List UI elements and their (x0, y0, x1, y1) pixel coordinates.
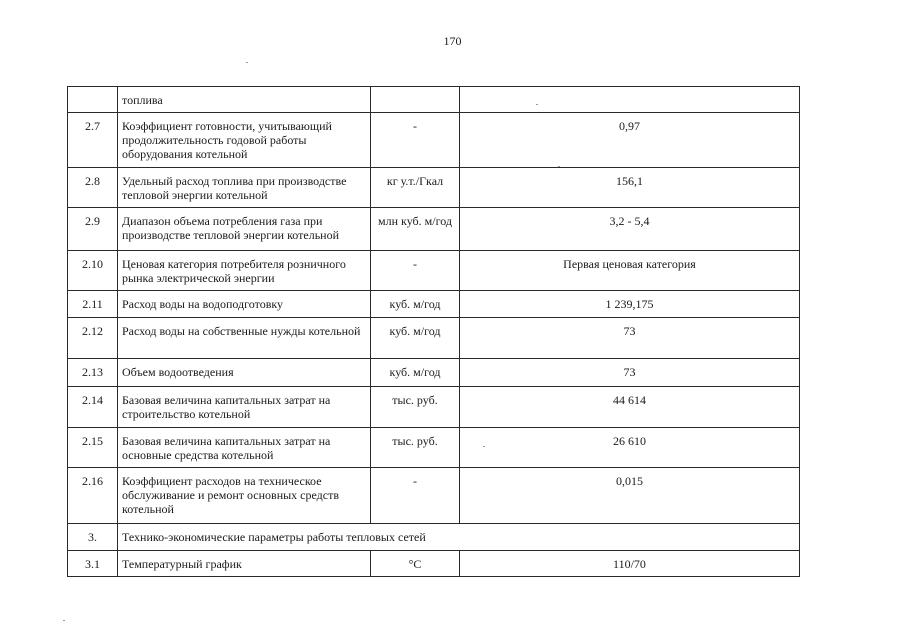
row-number: 2.12 (68, 318, 118, 359)
section-title: Технико-экономические параметры работы тепловых сетей (118, 524, 800, 551)
row-name: Коэффициент расходов на техническое обслуживание и ремонт основных средств котельной (118, 468, 371, 524)
scan-speck (63, 620, 65, 621)
row-value: 1 239,175 (460, 291, 800, 318)
row-value: 156,1 (460, 168, 800, 208)
scan-speck (246, 62, 248, 63)
table-row (68, 251, 800, 291)
row-unit: - (371, 251, 460, 291)
row-value (460, 87, 800, 113)
row-name: Температурный график (118, 551, 371, 577)
table-row (68, 168, 800, 208)
row-name: Базовая величина капитальных затрат на строительство котельной (118, 387, 371, 428)
table-row (68, 428, 800, 468)
row-name: Объем водоотведения (118, 359, 371, 387)
row-number: 2.15 (68, 428, 118, 468)
row-value: 44 614 (460, 387, 800, 428)
row-number: 2.8 (68, 168, 118, 208)
row-number (68, 87, 118, 113)
row-unit: °С (371, 551, 460, 577)
row-unit: - (371, 468, 460, 524)
section-row (68, 524, 800, 551)
scan-speck (483, 446, 485, 447)
row-name: Расход воды на собственные нужды котельной (118, 318, 371, 359)
row-unit: тыс. руб. (371, 428, 460, 468)
row-unit: - (371, 113, 460, 168)
row-number: 2.7 (68, 113, 118, 168)
row-value: Первая ценовая категория (460, 251, 800, 291)
row-name: топлива (118, 87, 371, 113)
row-number: 2.16 (68, 468, 118, 524)
row-number: 2.10 (68, 251, 118, 291)
row-unit: куб. м/год (371, 318, 460, 359)
row-unit: куб. м/год (371, 359, 460, 387)
table-row (68, 208, 800, 251)
table-row (68, 113, 800, 168)
row-value: 26 610 (460, 428, 800, 468)
scan-speck (536, 104, 538, 105)
table-row (68, 551, 800, 577)
row-name: Ценовая категория потребителя розничного рынка электрической энергии (118, 251, 371, 291)
row-value: 110/70 (460, 551, 800, 577)
row-name: Удельный расход топлива при производстве тепловой энергии котельной (118, 168, 371, 208)
scan-speck (558, 166, 560, 167)
row-number: 2.11 (68, 291, 118, 318)
row-number: 2.14 (68, 387, 118, 428)
table-row (68, 387, 800, 428)
row-number: 2.13 (68, 359, 118, 387)
row-name: Коэффициент готовности, учитывающий продолжительность годовой работы оборудования котельной (118, 113, 371, 168)
row-value: 0,015 (460, 468, 800, 524)
row-name: Базовая величина капитальных затрат на основные средства котельной (118, 428, 371, 468)
row-unit: куб. м/год (371, 291, 460, 318)
table-row (68, 291, 800, 318)
row-number: 3.1 (68, 551, 118, 577)
table-row (68, 359, 800, 387)
page-number: 170 (443, 34, 462, 48)
row-unit (371, 87, 460, 113)
table-row (68, 318, 800, 359)
row-value: 73 (460, 318, 800, 359)
row-value: 3,2 - 5,4 (460, 208, 800, 251)
table-row (68, 87, 800, 113)
row-unit: млн куб. м/год (371, 208, 460, 251)
row-unit: кг у.т./Гкал (371, 168, 460, 208)
row-unit: тыс. руб. (371, 387, 460, 428)
parameters-table (67, 86, 800, 577)
row-value: 0,97 (460, 113, 800, 168)
table-row (68, 468, 800, 524)
row-number: 2.9 (68, 208, 118, 251)
row-name: Расход воды на водоподготовку (118, 291, 371, 318)
section-number: 3. (68, 524, 118, 551)
row-value: 73 (460, 359, 800, 387)
row-name: Диапазон объема потребления газа при производстве тепловой энергии котельной (118, 208, 371, 251)
